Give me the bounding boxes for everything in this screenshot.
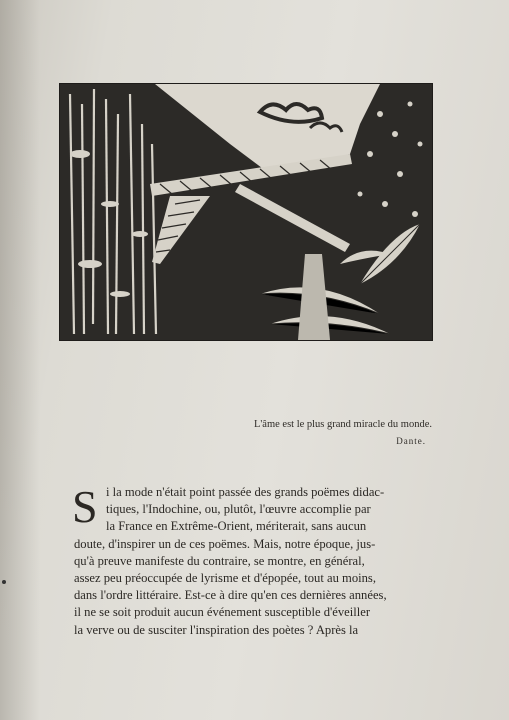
text-line: doute, d'inspirer un de ces poëmes. Mais, notre époque, jus- xyxy=(74,536,376,551)
spine-shadow xyxy=(0,0,40,720)
woodcut-illustration xyxy=(60,84,432,340)
text-line: qu'à preuve manifeste du contraire, se montre, en général, xyxy=(74,553,365,568)
drop-cap: S xyxy=(72,481,98,532)
body-paragraph xyxy=(72,481,430,639)
woodcut-artwork xyxy=(60,84,432,340)
text-line: assez peu préoccupée de lyrisme et d'épopée, tout au moins, xyxy=(74,571,376,586)
text-line: dans l'ordre littéraire. Est-ce à dire qu'en ces dernières années, xyxy=(74,588,387,603)
epigraph-quote: L'âme est le plus grand miracle du monde. xyxy=(253,419,432,430)
text-line: la France en Extrême-Orient, mériterait, sans aucun xyxy=(106,519,367,534)
text-line: il ne se soit produit aucun événement susceptible d'éveiller xyxy=(74,605,371,620)
epigraph-author: Dante. xyxy=(396,436,426,446)
text-line: la verve ou de susciter l'inspiration des poètes ? Après la xyxy=(74,622,359,637)
text-line: tiques, l'Indochine, ou, plutôt, l'œuvre accomplie par xyxy=(106,502,371,517)
margin-mark xyxy=(2,580,6,584)
text-line: i la mode n'était point passée des grands poëmes didac- xyxy=(106,485,385,499)
epigraph xyxy=(200,417,432,449)
